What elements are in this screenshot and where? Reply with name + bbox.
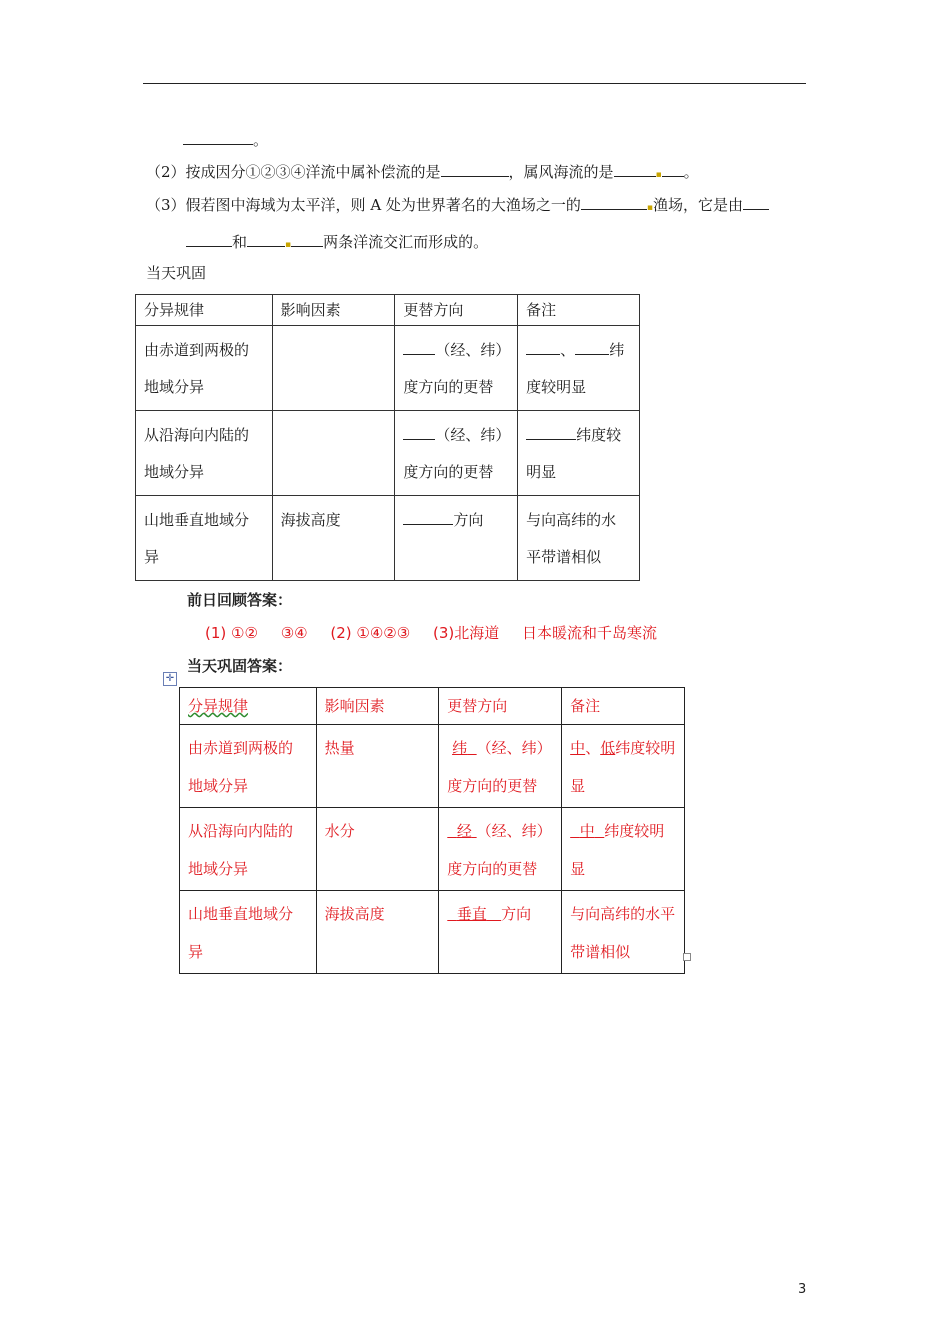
header-cell: 分异规律 (136, 295, 273, 326)
question-3 (146, 194, 769, 218)
header-cell: 备注 (518, 295, 640, 326)
answer-item: (3)北海道 (432, 624, 500, 642)
header-cell: 更替方向 (395, 295, 518, 326)
answer-item: ③④ (280, 624, 308, 642)
cell: 与向高纬的水平带谱相似 (562, 891, 685, 974)
answer-blank[interactable] (526, 339, 560, 355)
cell: （经、纬）度方向的更替 (395, 326, 518, 411)
cell: 从沿海向内陆的地域分异 (136, 411, 273, 496)
table-row (136, 411, 640, 496)
cell: 从沿海向内陆的地域分异 (180, 808, 317, 891)
cell: 、 纬度较明显 (518, 326, 640, 411)
marker-dot: ▪ (646, 203, 654, 213)
cell: 经 （经、纬）度方向的更替 (439, 808, 562, 891)
cell: 与向高纬的水平带谱相似 (518, 496, 640, 581)
move-cross-icon[interactable]: ✛ (163, 672, 177, 686)
cell: 海拔高度 (272, 496, 395, 581)
cell: （经、纬）度方向的更替 (395, 411, 518, 496)
cell: 由赤道到两极的地域分异 (136, 326, 273, 411)
cell: 山地垂直地域分异 (180, 891, 317, 974)
answer-item: (2) ①④②③ (330, 624, 411, 642)
q2-label: （2）按成因分①②③④洋流中属补偿流的是 (146, 163, 441, 181)
answer-item: 日本暖流和千岛寒流 (522, 624, 658, 642)
question-3-line2: 和 ▪ 两条洋流交汇而形成的。 (186, 231, 488, 255)
page-number: 3 (798, 1282, 807, 1297)
answer-blank[interactable] (743, 194, 769, 210)
q3-label: （3）假若图中海域为太平洋，则 A 处为世界著名的大渔场之一的 (146, 196, 581, 214)
answer-blank[interactable] (575, 339, 609, 355)
answer-blank[interactable] (403, 424, 435, 440)
answer-blank[interactable] (183, 129, 253, 145)
cell: 水分 (316, 808, 439, 891)
answer-table (179, 687, 685, 974)
answer-blank[interactable] (403, 509, 453, 525)
answers1-title: 前日回顾答案： (187, 591, 293, 609)
cell: 由赤道到两极的地域分异 (180, 725, 317, 808)
answer-blank[interactable] (441, 161, 509, 177)
answer-blank[interactable] (581, 194, 647, 210)
cell: 垂直 方向 (439, 891, 562, 974)
answer-item: (1) ①② (205, 624, 258, 642)
marker-dot: ▪ (655, 170, 662, 180)
table-header-row (180, 688, 685, 725)
marker-dot: ▪ (285, 240, 292, 250)
table-row (180, 891, 685, 974)
table-header-row (136, 295, 640, 326)
cell: 方向 (395, 496, 518, 581)
cell: 中 纬度较明显 (562, 808, 685, 891)
section-title: 当天巩固 (146, 264, 207, 282)
q1-continuation: 。 (183, 129, 268, 150)
answer-blank[interactable] (247, 231, 285, 247)
cell (272, 326, 395, 411)
header-cell: 备注 (562, 688, 685, 725)
table-row (180, 808, 685, 891)
header-rule (143, 83, 806, 84)
answer-blank[interactable] (662, 161, 684, 177)
answers1-line (205, 622, 675, 643)
consolidation-table (135, 294, 640, 581)
cell (272, 411, 395, 496)
cell: 中、低纬度较明显 (562, 725, 685, 808)
table-row (136, 496, 640, 581)
table-row (136, 326, 640, 411)
cell: 纬度较明显 (518, 411, 640, 496)
answer-blank[interactable] (291, 231, 323, 247)
cell: 海拔高度 (316, 891, 439, 974)
question-2: （2）按成因分①②③④洋流中属补偿流的是 ，属风海流的是 ▪ 。 (146, 163, 699, 181)
table-resize-handle[interactable] (683, 953, 691, 961)
q3-mid: 渔场，它是由 (653, 196, 744, 214)
answer-blank[interactable] (614, 161, 656, 177)
header-cell: 分异规律 (180, 688, 317, 725)
cell: 山地垂直地域分异 (136, 496, 273, 581)
answer-blank[interactable] (403, 339, 435, 355)
header-cell: 更替方向 (439, 688, 562, 725)
table-row (180, 725, 685, 808)
q2-mid: ，属风海流的是 (508, 163, 614, 181)
answers2-title: 当天巩固答案： (187, 657, 293, 675)
header-cell: 影响因素 (316, 688, 439, 725)
cell: 热量 (316, 725, 439, 808)
answer-blank[interactable] (526, 424, 576, 440)
answer-blank[interactable] (186, 231, 232, 247)
cell: 纬 （经、纬）度方向的更替 (439, 725, 562, 808)
header-cell: 影响因素 (272, 295, 395, 326)
